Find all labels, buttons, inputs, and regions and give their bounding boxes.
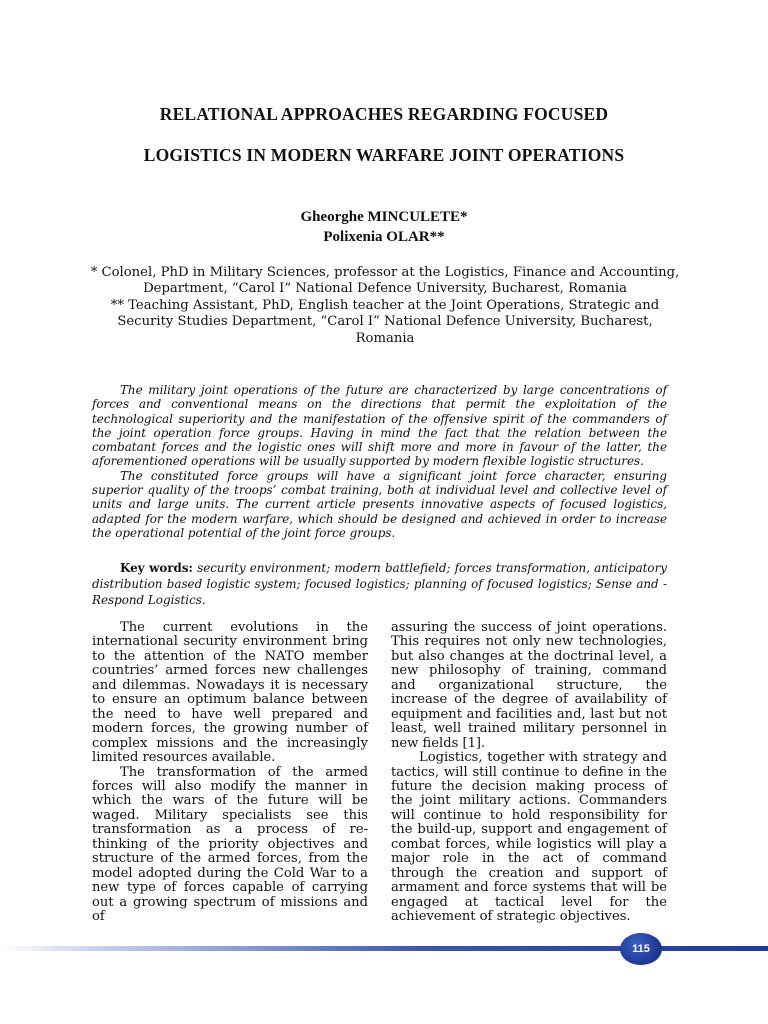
body-paragraph: The current evolutions in the international security environment bring to the attention of the NATO member countries’ armed forces new challenges and dilemmas. Nowadays it is necessary to ensure an optimum balance between the need to have well prepared and modern forces, the growing number of complex missions and the increasingly limited resources available. <box>92 620 368 766</box>
affiliation-1: * Colonel, PhD in Military Sciences, professor at the Logistics, Finance and Accounting, Department, “Carol I” National Defence University, Bucharest, Romania <box>90 265 680 297</box>
author-2: Polixenia OLAR** <box>323 229 445 245</box>
paper-title-line-2: LOGISTICS IN MODERN WARFARE JOINT OPERATIONS <box>143 145 625 165</box>
paper-title-line-1: RELATIONAL APPROACHES REGARDING FOCUSED <box>159 104 609 124</box>
abstract-paragraph-2: The constituted force groups will have a significant joint force character, ensuring superior quality of the troops’ combat training, both at individual level and collective level of units and large units. The current article presents innovative aspects of focused logistics, adapted for the modern warfare, which should be designed and achieved in order to increase the operational potential of the joint force groups. <box>92 468 667 540</box>
author-1: Gheorghe MINCULETE* <box>300 209 468 225</box>
body-paragraph: Logistics, together with strategy and tactics, will still continue to define in the future the decision making process of the joint military actions. Commanders will continue to hold responsibility for the build-up, support and engagement of combat forces, while logistics will play a major role in the act of command through the creation and support of armament and force systems that will be engaged at tactical level for the achievement of strategic objectives. <box>391 750 667 925</box>
body-column-right <box>391 621 667 925</box>
abstract-paragraph-1: The military joint operations of the future are characterized by large concentrations of forces and conventional means on the directions that permit the exploitation of the technological superiority and the manifestation of the offensive spirit of the commanders of the joint operation force groups. Having in mind the fact that the relation between the combatant forces and the logistic ones will shift more and more in favour of the latter, the aforementioned operations will be usually supported by modern flexible logistic structures. <box>92 383 667 469</box>
abstract <box>92 383 667 540</box>
body-paragraph-continued: assuring the success of joint operations. This requires not only new technologies, but also changes at the doctrinal level, a new philosophy of training, command and organizational structure, the increase of the degree of availability of equipment and facilities and, last but not least, well trained military personnel in new fields [1]. <box>391 620 667 751</box>
body-paragraph: The transformation of the armed forces will also modify the manner in which the wars of the future will be waged. Military specialists see this transformation as a process of re-thinking of the priority objectives and structure of the armed forces, from the model adopted during the Cold War to a new type of forces capable of carrying out a growing spectrum of missions and of <box>92 764 368 925</box>
page-number: 115 <box>632 943 650 955</box>
affiliations <box>90 265 680 347</box>
body-column-left <box>92 621 368 925</box>
keywords <box>92 560 667 608</box>
keywords-label: Key words: <box>120 561 193 575</box>
authors <box>0 207 768 247</box>
page-number-badge <box>620 933 662 965</box>
affiliation-2: ** Teaching Assistant, PhD, English teacher at the Joint Operations, Strategic and Security Studies Department, “Carol I” National Defence University, Bucharest, Romania <box>110 297 660 346</box>
keywords-text: security environment; modern battlefield; forces transformation, anticipatory distribution based logistic system; focused logistics; planning of focused logistics; Sense and - Respond Logistics. <box>92 561 667 607</box>
